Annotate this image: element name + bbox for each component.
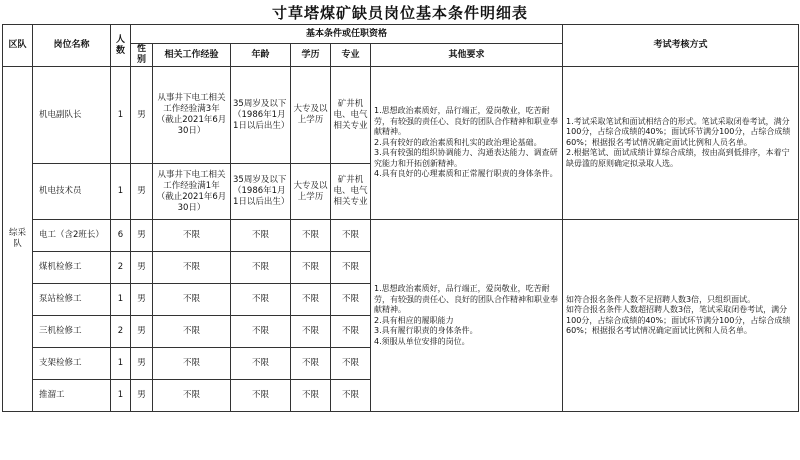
table-row — [3, 67, 799, 164]
education-cell: 不限 — [291, 316, 331, 348]
gender-cell: 男 — [131, 316, 153, 348]
count-cell: 1 — [111, 348, 131, 380]
page-title: 寸草塔煤矿缺员岗位基本条件明细表 — [271, 4, 528, 22]
major-cell: 不限 — [331, 380, 371, 412]
experience-cell: 从事井下电工相关工作经验满1年（截止2021年6月30日） — [153, 164, 231, 220]
position-cell: 推溜工 — [33, 380, 111, 412]
position-cell: 电工（含2班长） — [33, 220, 111, 252]
header-gender: 性别 — [131, 44, 153, 67]
major-cell: 矿井机电、电气相关专业 — [331, 67, 371, 164]
gender-cell: 男 — [131, 348, 153, 380]
age-cell: 不限 — [231, 316, 291, 348]
req-b-line: 1.思想政治素质好，品行端正，爱岗敬业，吃苦耐劳，有较强的责任心、良好的团队合作精神和职业奉献精神。 — [374, 284, 558, 314]
education-cell: 不限 — [291, 380, 331, 412]
major-cell: 不限 — [331, 316, 371, 348]
exam-a-line: 1.考试采取笔试和面试相结合的形式。笔试采取闭卷考试，满分100分，占综合成绩的40%；面试环节满分100分，占综合成绩60%；根据报名考试情况确定面试比例和人员名单。 — [566, 116, 791, 147]
exam-b-line: 如符合报名条件人数超招聘人数3倍，笔试采取闭卷考试，满分100分，占综合成绩的40%；面试环节满分100分，占综合成绩60%；根据报名考试情况确定面试比例和人员名单。 — [566, 305, 791, 335]
position-cell: 煤机检修工 — [33, 252, 111, 284]
gender-cell: 男 — [131, 380, 153, 412]
count-cell: 2 — [111, 252, 131, 284]
count-cell: 1 — [111, 284, 131, 316]
age-cell: 不限 — [231, 348, 291, 380]
education-cell: 大专及以上学历 — [291, 67, 331, 164]
req-b-line: 4.须服从单位安排的岗位。 — [374, 336, 470, 346]
req-b-line: 3.具有履行职责的身体条件。 — [374, 326, 478, 335]
major-cell: 矿井机电、电气相关专业 — [331, 164, 371, 220]
major-cell: 不限 — [331, 220, 371, 252]
experience-cell: 不限 — [153, 284, 231, 316]
req-a-line: 3.具有较强的组织协调能力、沟通表达能力、调查研究能力和开拓创新精神。 — [374, 148, 558, 168]
experience-cell: 不限 — [153, 220, 231, 252]
gender-cell: 男 — [131, 164, 153, 220]
experience-cell: 不限 — [153, 316, 231, 348]
header-dept: 区队 — [3, 25, 33, 67]
exam-method-b — [563, 220, 799, 412]
major-cell: 不限 — [331, 252, 371, 284]
other-requirements-b — [371, 220, 563, 412]
age-cell: 35周岁及以下（1986年1月1日以后出生） — [231, 67, 291, 164]
age-cell: 不限 — [231, 252, 291, 284]
major-cell: 不限 — [331, 284, 371, 316]
header-row-1 — [3, 25, 799, 44]
education-cell: 大专及以上学历 — [291, 164, 331, 220]
header-position: 岗位名称 — [33, 25, 111, 67]
other-requirements-a — [371, 67, 563, 220]
requirements-table — [2, 24, 799, 412]
header-education: 学历 — [291, 44, 331, 67]
count-cell: 1 — [111, 164, 131, 220]
position-cell: 机电副队长 — [33, 67, 111, 164]
age-cell: 35周岁及以下（1986年1月1日以后出生） — [231, 164, 291, 220]
education-cell: 不限 — [291, 252, 331, 284]
exam-b-line: 如符合报名条件人数不足招聘人数3倍，只组织面试。 — [566, 294, 756, 304]
position-cell: 泵站检修工 — [33, 284, 111, 316]
count-cell: 1 — [111, 380, 131, 412]
exam-method-a — [563, 67, 799, 220]
header-exam: 考试考核方式 — [563, 25, 799, 67]
experience-cell: 不限 — [153, 348, 231, 380]
count-cell: 1 — [111, 67, 131, 164]
header-other: 其他要求 — [371, 44, 563, 67]
age-cell: 不限 — [231, 220, 291, 252]
dept-cell: 综采队 — [3, 67, 33, 412]
gender-cell: 男 — [131, 67, 153, 164]
req-a-line: 1.思想政治素质好，品行端正，爱岗敬业，吃苦耐劳，有较强的责任心、良好的团队合作精神和职业奉献精神。 — [374, 106, 558, 137]
position-cell: 支架检修工 — [33, 348, 111, 380]
age-cell: 不限 — [231, 284, 291, 316]
experience-cell: 不限 — [153, 252, 231, 284]
header-experience: 相关工作经验 — [153, 44, 231, 67]
position-cell: 三机检修工 — [33, 316, 111, 348]
header-count: 人数 — [111, 25, 131, 67]
major-cell: 不限 — [331, 348, 371, 380]
experience-cell: 从事井下电工相关工作经验满3年（截止2021年6月30日） — [153, 67, 231, 164]
count-cell: 6 — [111, 220, 131, 252]
experience-cell: 不限 — [153, 380, 231, 412]
table-row — [3, 220, 799, 252]
header-age: 年龄 — [231, 44, 291, 67]
header-major: 专业 — [331, 44, 371, 67]
education-cell: 不限 — [291, 284, 331, 316]
gender-cell: 男 — [131, 220, 153, 252]
age-cell: 不限 — [231, 380, 291, 412]
count-cell: 2 — [111, 316, 131, 348]
education-cell: 不限 — [291, 220, 331, 252]
header-basic: 基本条件或任职资格 — [131, 25, 563, 44]
position-cell: 机电技术员 — [33, 164, 111, 220]
exam-a-line: 2.根据笔试、面试成绩计算综合成绩，按由高到低排序，本着宁缺毋滥的原则确定拟录取人选。 — [566, 148, 790, 168]
req-a-line: 2.具有较好的政治素质和扎实的政治理论基础。 — [374, 137, 542, 147]
gender-cell: 男 — [131, 284, 153, 316]
gender-cell: 男 — [131, 252, 153, 284]
req-b-line: 2.具有相应的履职能力 — [374, 315, 454, 325]
education-cell: 不限 — [291, 348, 331, 380]
req-a-line: 4.具有良好的心理素质和正常履行职责的身体条件。 — [374, 169, 558, 179]
